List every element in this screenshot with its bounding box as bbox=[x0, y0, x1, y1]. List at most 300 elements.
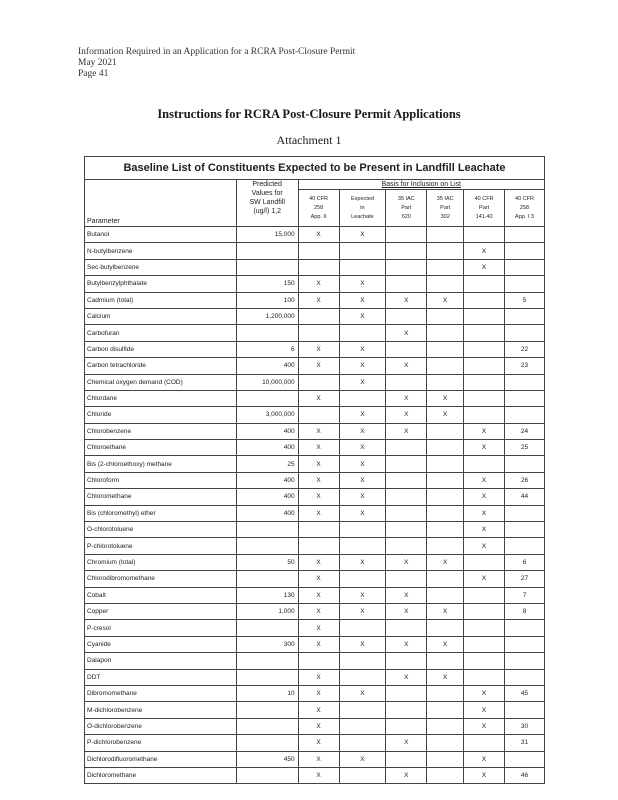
basis-mark-cell: X bbox=[386, 636, 427, 652]
basis-mark-cell: X bbox=[298, 751, 339, 767]
predicted-value-cell bbox=[236, 243, 298, 259]
basis-mark-cell bbox=[298, 407, 339, 423]
table-row bbox=[85, 653, 545, 669]
table-row bbox=[85, 636, 545, 652]
basis-mark-cell bbox=[339, 325, 386, 341]
basis-column-header-line: 35 IAC bbox=[397, 195, 415, 202]
basis-mark-cell: X bbox=[298, 718, 339, 734]
basis-mark-cell: X bbox=[386, 292, 427, 308]
predicted-value-cell: 400 bbox=[236, 472, 298, 488]
basis-mark-cell bbox=[386, 341, 427, 357]
parameter-cell: Butylbenzylphthalate bbox=[85, 276, 237, 292]
basis-mark-cell bbox=[386, 685, 427, 701]
table-row bbox=[85, 587, 545, 603]
parameter-cell: Bis (2-chloroethoxy) methane bbox=[85, 456, 237, 472]
basis-mark-cell: X bbox=[427, 636, 464, 652]
basis-mark-cell bbox=[427, 440, 464, 456]
table-row bbox=[85, 472, 545, 488]
parameter-cell: DDT bbox=[85, 669, 237, 685]
basis-mark-cell: X bbox=[298, 423, 339, 439]
parameter-cell: Dichloromethane bbox=[85, 767, 237, 783]
basis-mark-cell bbox=[427, 685, 464, 701]
basis-mark-cell bbox=[298, 653, 339, 669]
parameter-cell: Chlordane bbox=[85, 390, 237, 406]
header-line-1: Information Required in an Application for a RCRA Post-Closure Permit bbox=[78, 47, 356, 57]
basis-mark-cell bbox=[298, 243, 339, 259]
basis-mark-cell bbox=[427, 374, 464, 390]
basis-mark-cell: X bbox=[427, 669, 464, 685]
basis-mark-cell bbox=[464, 554, 505, 570]
basis-column-header-line: 35 IAC bbox=[436, 195, 454, 202]
basis-mark-cell bbox=[339, 735, 386, 751]
basis-mark-cell: X bbox=[339, 489, 386, 505]
basis-mark-cell bbox=[464, 669, 505, 685]
basis-column-header-line: App. I 3 bbox=[515, 213, 534, 220]
basis-mark-cell bbox=[427, 505, 464, 521]
table-row bbox=[85, 685, 545, 701]
predicted-value-cell: 400 bbox=[236, 358, 298, 374]
basis-mark-cell: X bbox=[298, 276, 339, 292]
basis-mark-cell: X bbox=[298, 456, 339, 472]
basis-mark-cell bbox=[464, 653, 505, 669]
predicted-value-cell: 100 bbox=[236, 292, 298, 308]
basis-mark-cell bbox=[339, 390, 386, 406]
basis-mark-cell: X bbox=[386, 423, 427, 439]
basis-mark-cell bbox=[464, 390, 505, 406]
basis-mark-cell bbox=[298, 308, 339, 324]
table-row bbox=[85, 227, 545, 243]
basis-mark-cell bbox=[386, 653, 427, 669]
basis-mark-cell: X bbox=[298, 292, 339, 308]
basis-column-header-line: Part bbox=[401, 204, 412, 211]
basis-mark-cell: X bbox=[386, 587, 427, 603]
basis-mark-cell: X bbox=[339, 751, 386, 767]
appendix-number-cell: 24 bbox=[505, 423, 545, 439]
basis-mark-cell bbox=[427, 227, 464, 243]
basis-mark-cell: X bbox=[339, 374, 386, 390]
basis-mark-cell: X bbox=[386, 554, 427, 570]
basis-mark-cell: X bbox=[339, 505, 386, 521]
parameter-cell: Carbon tetrachloride bbox=[85, 358, 237, 374]
basis-column-header bbox=[505, 190, 545, 227]
predicted-value-cell bbox=[236, 767, 298, 783]
parameter-cell: M-dichlorobenzene bbox=[85, 702, 237, 718]
basis-column-header-line: 40 CFR bbox=[309, 195, 329, 202]
parameter-cell: Dichlorodifluoromethane bbox=[85, 751, 237, 767]
basis-mark-cell: X bbox=[298, 390, 339, 406]
basis-mark-cell: X bbox=[298, 620, 339, 636]
basis-mark-cell: X bbox=[464, 702, 505, 718]
basis-mark-cell bbox=[386, 538, 427, 554]
parameter-cell: Chloromethane bbox=[85, 489, 237, 505]
parameter-cell: Cyanide bbox=[85, 636, 237, 652]
basis-column-header-line: 620 bbox=[401, 213, 411, 220]
basis-mark-cell: X bbox=[298, 489, 339, 505]
parameter-cell: Carbofuran bbox=[85, 325, 237, 341]
basis-column-header bbox=[386, 190, 427, 227]
predicted-value-cell: 50 bbox=[236, 554, 298, 570]
basis-mark-cell: X bbox=[464, 522, 505, 538]
table-row bbox=[85, 440, 545, 456]
parameter-cell: O-dichlorobenzene bbox=[85, 718, 237, 734]
parameter-cell: Bis (chloromethyl) ether bbox=[85, 505, 237, 521]
basis-mark-cell bbox=[339, 718, 386, 734]
table-row bbox=[85, 243, 545, 259]
appendix-number-cell bbox=[505, 390, 545, 406]
basis-mark-cell: X bbox=[298, 341, 339, 357]
table-row bbox=[85, 489, 545, 505]
appendix-number-cell: 45 bbox=[505, 685, 545, 701]
appendix-number-cell bbox=[505, 522, 545, 538]
appendix-number-cell bbox=[505, 653, 545, 669]
predicted-value-cell: 130 bbox=[236, 587, 298, 603]
parameter-cell: Sec-butylbenzene bbox=[85, 259, 237, 275]
basis-mark-cell: X bbox=[464, 423, 505, 439]
table-row bbox=[85, 767, 545, 783]
table-row bbox=[85, 718, 545, 734]
basis-mark-cell bbox=[386, 456, 427, 472]
basis-column-header-line: Leachate bbox=[351, 213, 374, 220]
basis-mark-cell: X bbox=[386, 407, 427, 423]
appendix-number-cell bbox=[505, 243, 545, 259]
table-row bbox=[85, 456, 545, 472]
basis-mark-cell bbox=[464, 603, 505, 619]
basis-mark-cell bbox=[464, 456, 505, 472]
appendix-number-cell bbox=[505, 276, 545, 292]
predicted-value-cell bbox=[236, 620, 298, 636]
basis-mark-cell bbox=[464, 325, 505, 341]
basis-mark-cell bbox=[427, 767, 464, 783]
appendix-number-cell: 46 bbox=[505, 767, 545, 783]
table-row bbox=[85, 735, 545, 751]
basis-mark-cell bbox=[386, 227, 427, 243]
basis-mark-cell bbox=[339, 620, 386, 636]
basis-mark-cell bbox=[386, 751, 427, 767]
basis-mark-cell: X bbox=[298, 227, 339, 243]
basis-mark-cell bbox=[386, 259, 427, 275]
basis-column-header-line: 141.40 bbox=[475, 213, 493, 220]
appendix-number-cell bbox=[505, 505, 545, 521]
basis-mark-cell: X bbox=[427, 292, 464, 308]
predicted-header-line: (ug/l) 1,2 bbox=[253, 208, 281, 215]
parameter-cell: Calcium bbox=[85, 308, 237, 324]
basis-mark-cell bbox=[427, 489, 464, 505]
predicted-value-cell bbox=[236, 702, 298, 718]
predicted-value-cell bbox=[236, 669, 298, 685]
basis-column-header-line: Part bbox=[440, 204, 451, 211]
appendix-number-cell bbox=[505, 259, 545, 275]
basis-mark-cell bbox=[427, 325, 464, 341]
table-row bbox=[85, 259, 545, 275]
parameter-cell: Dibromomethane bbox=[85, 685, 237, 701]
basis-mark-cell: X bbox=[339, 587, 386, 603]
predicted-value-cell: 3,000,000 bbox=[236, 407, 298, 423]
parameter-cell: O-chlorotoluene bbox=[85, 522, 237, 538]
basis-mark-cell bbox=[464, 407, 505, 423]
appendix-number-cell: 26 bbox=[505, 472, 545, 488]
basis-mark-cell: X bbox=[339, 308, 386, 324]
basis-mark-cell bbox=[298, 522, 339, 538]
basis-mark-cell bbox=[339, 767, 386, 783]
basis-mark-cell: X bbox=[298, 571, 339, 587]
document-title: Instructions for RCRA Post-Closure Permit Applications bbox=[157, 107, 461, 121]
basis-mark-cell bbox=[427, 243, 464, 259]
basis-mark-cell: X bbox=[339, 341, 386, 357]
predicted-value-cell bbox=[236, 653, 298, 669]
basis-mark-cell: X bbox=[386, 669, 427, 685]
parameter-header: Parameter bbox=[85, 180, 237, 227]
basis-header: Basis for Inclusion on List bbox=[298, 180, 544, 190]
appendix-number-cell: 44 bbox=[505, 489, 545, 505]
basis-column-header-line: 40 CFR bbox=[515, 195, 534, 202]
parameter-cell: Cadmium (total) bbox=[85, 292, 237, 308]
basis-mark-cell: X bbox=[339, 472, 386, 488]
basis-mark-cell: X bbox=[464, 767, 505, 783]
basis-mark-cell bbox=[464, 636, 505, 652]
basis-mark-cell: X bbox=[464, 571, 505, 587]
basis-mark-cell: X bbox=[427, 407, 464, 423]
basis-mark-cell bbox=[386, 522, 427, 538]
basis-mark-cell bbox=[298, 259, 339, 275]
table-row bbox=[85, 308, 545, 324]
basis-mark-cell: X bbox=[427, 603, 464, 619]
predicted-value-cell: 150 bbox=[236, 276, 298, 292]
appendix-number-cell bbox=[505, 636, 545, 652]
basis-mark-cell: X bbox=[464, 440, 505, 456]
table-row bbox=[85, 751, 545, 767]
basis-mark-cell bbox=[464, 735, 505, 751]
basis-mark-cell bbox=[427, 308, 464, 324]
basis-mark-cell bbox=[386, 571, 427, 587]
table-title: Baseline List of Constituents Expected to be Present in Landfill Leachate bbox=[85, 157, 545, 180]
basis-mark-cell: X bbox=[298, 554, 339, 570]
basis-mark-cell: X bbox=[339, 456, 386, 472]
basis-mark-cell bbox=[427, 472, 464, 488]
basis-mark-cell bbox=[386, 620, 427, 636]
basis-mark-cell: X bbox=[339, 636, 386, 652]
basis-mark-cell bbox=[464, 358, 505, 374]
basis-mark-cell: X bbox=[464, 243, 505, 259]
basis-mark-cell bbox=[298, 374, 339, 390]
basis-mark-cell: X bbox=[464, 472, 505, 488]
basis-mark-cell bbox=[464, 292, 505, 308]
basis-column-header-line: in bbox=[360, 204, 365, 211]
table-row bbox=[85, 538, 545, 554]
basis-mark-cell bbox=[386, 276, 427, 292]
table-row bbox=[85, 603, 545, 619]
predicted-value-cell bbox=[236, 325, 298, 341]
table-row bbox=[85, 554, 545, 570]
basis-mark-cell bbox=[339, 653, 386, 669]
predicted-value-cell: 300 bbox=[236, 636, 298, 652]
table-row bbox=[85, 669, 545, 685]
predicted-value-cell: 1,200,000 bbox=[236, 308, 298, 324]
basis-column-header-line: Expected bbox=[350, 195, 374, 202]
parameter-cell: P-cresol bbox=[85, 620, 237, 636]
appendix-number-cell: 7 bbox=[505, 587, 545, 603]
basis-mark-cell: X bbox=[298, 735, 339, 751]
basis-mark-cell bbox=[386, 472, 427, 488]
predicted-value-cell: 25 bbox=[236, 456, 298, 472]
basis-mark-cell: X bbox=[339, 292, 386, 308]
basis-mark-cell bbox=[339, 702, 386, 718]
header-line-3: Page 41 bbox=[78, 69, 109, 79]
basis-mark-cell: X bbox=[386, 603, 427, 619]
basis-mark-cell: X bbox=[464, 489, 505, 505]
appendix-number-cell bbox=[505, 325, 545, 341]
basis-column-header bbox=[464, 190, 505, 227]
table-row bbox=[85, 276, 545, 292]
appendix-number-cell: 22 bbox=[505, 341, 545, 357]
table-row bbox=[85, 423, 545, 439]
basis-mark-cell bbox=[298, 325, 339, 341]
basis-mark-cell: X bbox=[386, 325, 427, 341]
basis-mark-cell bbox=[339, 243, 386, 259]
basis-mark-cell bbox=[464, 587, 505, 603]
basis-mark-cell: X bbox=[464, 538, 505, 554]
basis-column-header-line: Part bbox=[479, 204, 490, 211]
predicted-value-cell: 400 bbox=[236, 505, 298, 521]
basis-mark-cell: X bbox=[298, 440, 339, 456]
basis-mark-cell bbox=[339, 538, 386, 554]
basis-mark-cell: X bbox=[298, 603, 339, 619]
basis-column-header-line: 302 bbox=[440, 213, 450, 220]
basis-mark-cell: X bbox=[464, 718, 505, 734]
parameter-cell: Copper bbox=[85, 603, 237, 619]
basis-mark-cell bbox=[427, 571, 464, 587]
table-row bbox=[85, 325, 545, 341]
basis-column-header-line: 258 bbox=[519, 204, 530, 211]
basis-mark-cell: X bbox=[464, 505, 505, 521]
basis-column-header bbox=[339, 190, 386, 227]
predicted-value-cell bbox=[236, 735, 298, 751]
basis-mark-cell bbox=[464, 374, 505, 390]
appendix-number-cell bbox=[505, 538, 545, 554]
basis-mark-cell bbox=[464, 308, 505, 324]
basis-mark-cell: X bbox=[339, 603, 386, 619]
appendix-number-cell: 25 bbox=[505, 440, 545, 456]
attachment-label: Attachment 1 bbox=[276, 133, 342, 147]
basis-mark-cell bbox=[427, 751, 464, 767]
parameter-cell: Cobalt bbox=[85, 587, 237, 603]
basis-mark-cell bbox=[386, 489, 427, 505]
predicted-value-cell bbox=[236, 571, 298, 587]
basis-mark-cell: X bbox=[339, 423, 386, 439]
basis-mark-cell bbox=[464, 227, 505, 243]
predicted-value-cell bbox=[236, 538, 298, 554]
parameter-cell: Chloroform bbox=[85, 472, 237, 488]
predicted-header-line: Values for bbox=[251, 190, 283, 197]
table-row bbox=[85, 358, 545, 374]
appendix-number-cell: 23 bbox=[505, 358, 545, 374]
constituents-table bbox=[84, 156, 545, 784]
parameter-cell: Chloride bbox=[85, 407, 237, 423]
appendix-number-cell bbox=[505, 407, 545, 423]
basis-mark-cell bbox=[339, 259, 386, 275]
header-line-2: May 2021 bbox=[78, 58, 117, 68]
table-row bbox=[85, 571, 545, 587]
appendix-number-cell: 6 bbox=[505, 554, 545, 570]
table-row bbox=[85, 620, 545, 636]
basis-mark-cell bbox=[386, 374, 427, 390]
predicted-value-cell: 400 bbox=[236, 423, 298, 439]
basis-mark-cell bbox=[386, 243, 427, 259]
parameter-cell: Butanol bbox=[85, 227, 237, 243]
basis-mark-cell: X bbox=[298, 702, 339, 718]
basis-mark-cell bbox=[464, 276, 505, 292]
appendix-number-cell: 5 bbox=[505, 292, 545, 308]
basis-mark-cell bbox=[298, 538, 339, 554]
basis-mark-cell bbox=[427, 276, 464, 292]
basis-mark-cell bbox=[339, 522, 386, 538]
basis-mark-cell: X bbox=[339, 276, 386, 292]
predicted-values-header bbox=[236, 180, 298, 227]
basis-mark-cell: X bbox=[339, 440, 386, 456]
appendix-number-cell bbox=[505, 374, 545, 390]
basis-mark-cell bbox=[427, 735, 464, 751]
basis-mark-cell: X bbox=[339, 407, 386, 423]
appendix-number-cell bbox=[505, 669, 545, 685]
basis-mark-cell: X bbox=[298, 669, 339, 685]
basis-mark-cell: X bbox=[298, 505, 339, 521]
parameter-cell: P-dichlorobenzene bbox=[85, 735, 237, 751]
predicted-value-cell: 450 bbox=[236, 751, 298, 767]
predicted-value-cell: 10 bbox=[236, 685, 298, 701]
basis-mark-cell bbox=[427, 341, 464, 357]
basis-mark-cell: X bbox=[339, 227, 386, 243]
basis-mark-cell: X bbox=[298, 358, 339, 374]
predicted-header-line: SW Landfill bbox=[249, 199, 285, 206]
table-row bbox=[85, 390, 545, 406]
predicted-value-cell: 400 bbox=[236, 440, 298, 456]
basis-mark-cell bbox=[386, 702, 427, 718]
basis-mark-cell bbox=[464, 620, 505, 636]
predicted-value-cell bbox=[236, 522, 298, 538]
predicted-value-cell: 400 bbox=[236, 489, 298, 505]
basis-mark-cell: X bbox=[298, 636, 339, 652]
basis-mark-cell: X bbox=[427, 554, 464, 570]
parameter-cell: N-butylbenzene bbox=[85, 243, 237, 259]
table-row bbox=[85, 505, 545, 521]
basis-mark-cell bbox=[427, 538, 464, 554]
predicted-value-cell bbox=[236, 259, 298, 275]
table-row bbox=[85, 407, 545, 423]
basis-mark-cell bbox=[386, 505, 427, 521]
basis-mark-cell: X bbox=[298, 767, 339, 783]
appendix-number-cell bbox=[505, 702, 545, 718]
appendix-number-cell bbox=[505, 620, 545, 636]
appendix-number-cell bbox=[505, 456, 545, 472]
basis-mark-cell: X bbox=[386, 767, 427, 783]
basis-mark-cell bbox=[386, 718, 427, 734]
basis-mark-cell bbox=[427, 456, 464, 472]
basis-mark-cell: X bbox=[339, 554, 386, 570]
basis-mark-cell: X bbox=[427, 390, 464, 406]
basis-mark-cell bbox=[386, 440, 427, 456]
appendix-number-cell bbox=[505, 751, 545, 767]
appendix-number-cell bbox=[505, 308, 545, 324]
basis-mark-cell: X bbox=[298, 685, 339, 701]
basis-column-header-line: App. II bbox=[310, 213, 327, 220]
basis-mark-cell bbox=[427, 259, 464, 275]
basis-mark-cell: X bbox=[339, 358, 386, 374]
appendix-number-cell: 31 bbox=[505, 735, 545, 751]
basis-mark-cell bbox=[427, 620, 464, 636]
basis-column-header bbox=[298, 190, 339, 227]
basis-mark-cell: X bbox=[464, 259, 505, 275]
basis-mark-cell bbox=[427, 587, 464, 603]
predicted-value-cell bbox=[236, 390, 298, 406]
